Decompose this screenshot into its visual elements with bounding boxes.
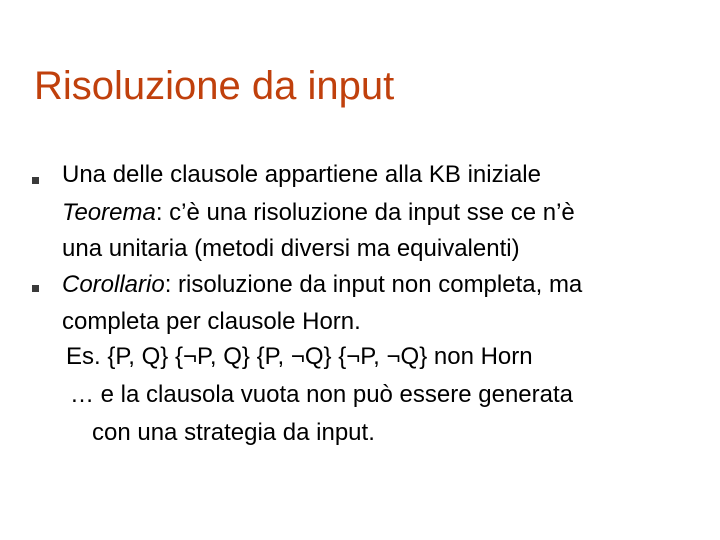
conclusion-line-2: con una strategia da input. <box>92 419 375 446</box>
bullet-1-line-2-text: : c’è una risoluzione da input sse ce n’è <box>155 199 575 226</box>
bullet-2-line-2: completa per clausole Horn. <box>62 308 361 335</box>
example-line: Es. {P, Q} {¬P, Q} {P, ¬Q} {¬P, ¬Q} non Horn <box>66 343 533 370</box>
conclusion-line-1: … e la clausola vuota non può essere generata <box>70 381 574 408</box>
bullet-1-line-1: Una delle clausole appartiene alla KB iniziale <box>62 161 541 188</box>
term-teorema: Teorema <box>62 199 156 226</box>
term-corollario: Corollario <box>62 271 165 298</box>
bullet-1-line-3: una unitaria (metodi diversi ma equivalenti) <box>62 235 520 262</box>
bullet-square-icon <box>32 285 39 292</box>
slide-title: Risoluzione da input <box>34 64 395 108</box>
bullet-square-icon <box>32 177 39 184</box>
bullet-1-line-2 <box>62 194 575 232</box>
bullet-2-line-1-text: : risoluzione da input non completa, ma <box>164 271 583 298</box>
bullet-2-line-1 <box>62 266 582 304</box>
